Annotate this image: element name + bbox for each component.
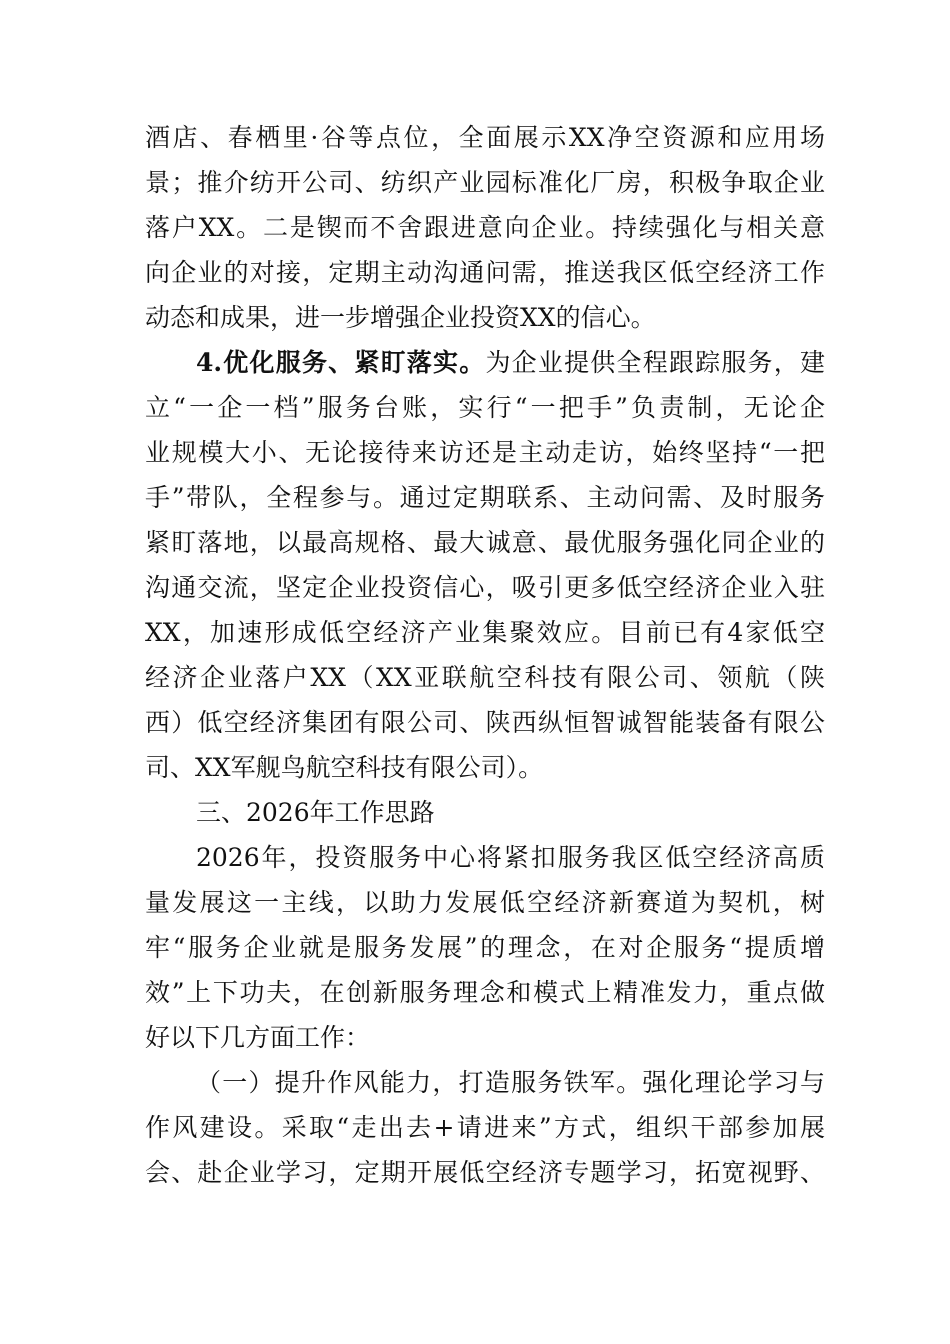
text-line: 动态和成果，进一步增强企业投资XX的信心。 xyxy=(145,303,656,332)
text-line: 牢“服务企业就是服务发展”的理念，在对企服务“提质增 xyxy=(145,933,825,962)
text-line: 手”带队，全程参与。通过定期联系、主动问需、及时服务 xyxy=(145,483,825,512)
subsection-heading: （一）提升作风能力，打造服务铁军。 xyxy=(196,1068,643,1097)
text-line: 司、XX军舰鸟航空科技有限公司）。 xyxy=(145,753,544,782)
text-line: 向企业的对接，定期主动沟通问需，推送我区低空经济工作 xyxy=(145,258,825,287)
text-line: 作风建设。采取“走出去+请进来”方式，组织干部参加展 xyxy=(145,1113,825,1142)
text-line: 景；推介纺开公司、纺织产业园标准化厂房，积极争取企业 xyxy=(145,168,825,197)
text-line: 酒店、春栖里·谷等点位，全面展示XX净空资源和应用场 xyxy=(145,123,825,152)
text-line: 西）低空经济集团有限公司、陕西纵恒智诚智能装备有限公 xyxy=(145,708,825,737)
section-heading-line: 4.优化服务、紧盯落实。为企业提供全程跟踪服务，建 xyxy=(196,348,825,377)
text-line: 立“一企一档”服务台账，实行“一把手”负责制，无论企 xyxy=(145,393,825,422)
text-line: 2026年，投资服务中心将紧扣服务我区低空经济高质 xyxy=(196,843,825,872)
text-line: 效”上下功夫，在创新服务理念和模式上精准发力，重点做 xyxy=(145,978,825,1007)
text-line: 经济企业落户XX（XX亚联航空科技有限公司、领航（陕 xyxy=(145,663,825,692)
subsection-heading-line: （一）提升作风能力，打造服务铁军。强化理论学习与 xyxy=(196,1068,825,1097)
text-line: 量发展这一主线，以助力发展低空经济新赛道为契机，树 xyxy=(145,888,825,917)
section-heading: 4.优化服务、紧盯落实。 xyxy=(196,348,486,377)
text-line: 好以下几方面工作： xyxy=(145,1023,371,1052)
text-line: XX，加速形成低空经济产业集聚效应。目前已有4家低空 xyxy=(145,618,825,647)
text-line: 紧盯落地，以最高规格、最大诚意、最优服务强化同企业的 xyxy=(145,528,825,557)
text-line: 业规模大小、无论接待来访还是主动走访，始终坚持“一把 xyxy=(145,438,825,467)
chapter-heading: 三、2026年工作思路 xyxy=(196,798,435,827)
text-line: 会、赴企业学习，定期开展低空经济专题学习，拓宽视野、 xyxy=(145,1158,825,1187)
text-line: 落户XX。二是锲而不舍跟进意向企业。持续强化与相关意 xyxy=(145,213,825,242)
text-line: 沟通交流，坚定企业投资信心，吸引更多低空经济企业入驻 xyxy=(145,573,825,602)
